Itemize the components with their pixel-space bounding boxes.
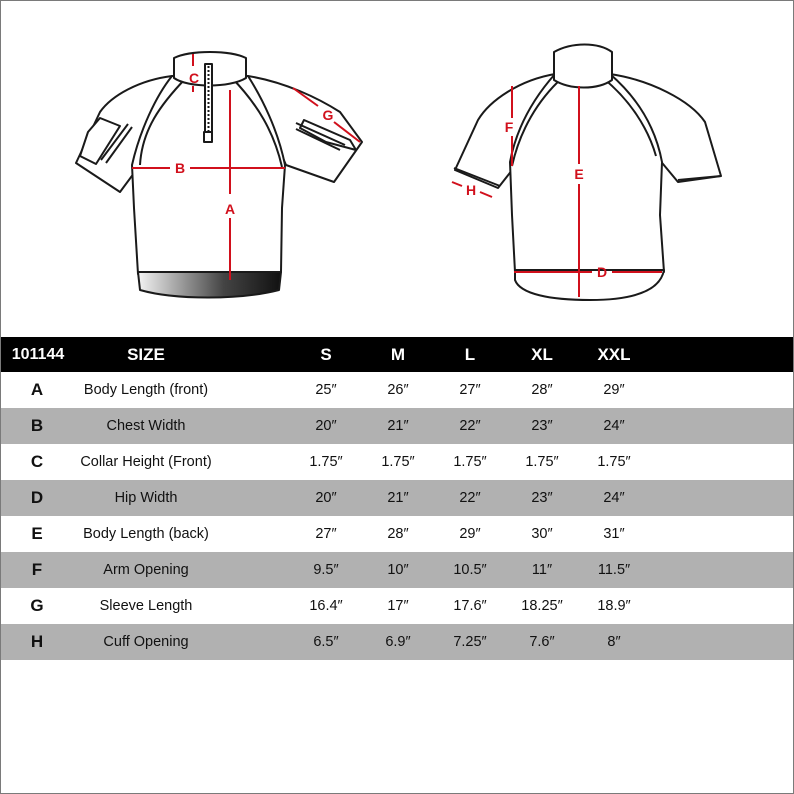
cell-value: 27″: [459, 382, 481, 398]
cell-value: 24″: [603, 490, 625, 506]
cell-value: 18.9″: [597, 598, 631, 614]
row-label: Body Length (back): [83, 526, 209, 542]
measure-label-d: D: [596, 264, 608, 280]
cell-value: 31″: [603, 526, 625, 542]
table-row: [1, 408, 793, 444]
size-heading-xl: XL: [531, 345, 553, 364]
measure-label-e: E: [574, 166, 584, 182]
cell-value: 16.4″: [309, 598, 343, 614]
back-shirt-drawing: [454, 45, 721, 301]
table-row: [1, 444, 793, 480]
cell-value: 1.75″: [453, 454, 487, 470]
cell-value: 11.5″: [597, 562, 631, 578]
measure-label-c: C: [188, 70, 200, 86]
cell-value: 22″: [459, 418, 481, 434]
row-label: Sleeve Length: [99, 598, 193, 614]
cell-value: 1.75″: [597, 454, 631, 470]
cell-value: 29″: [459, 526, 481, 542]
measure-label-a: A: [224, 201, 236, 217]
cell-value: 24″: [603, 418, 625, 434]
cell-value: 10.5″: [453, 562, 487, 578]
size-heading-l: L: [464, 345, 476, 364]
cell-value: 21″: [387, 418, 409, 434]
cell-value: 1.75″: [381, 454, 415, 470]
measure-label-g: G: [322, 107, 334, 123]
cell-value: 1.75″: [525, 454, 559, 470]
row-letter: E: [31, 524, 43, 543]
row-letter: B: [30, 416, 44, 435]
row-letter: A: [30, 380, 44, 399]
cell-value: 23″: [531, 418, 553, 434]
row-letter: D: [30, 488, 44, 507]
cell-value: 6.5″: [313, 634, 339, 650]
cell-value: 25″: [315, 382, 337, 398]
cell-value: 29″: [603, 382, 625, 398]
table-row: [1, 624, 793, 660]
table-row: [1, 588, 793, 624]
cell-value: 23″: [531, 490, 553, 506]
cell-value: 17.6″: [453, 598, 487, 614]
cell-value: 28″: [387, 526, 409, 542]
table-row: [1, 372, 793, 408]
size-heading-s: S: [320, 345, 332, 364]
back-hem: [515, 270, 664, 300]
row-label: Arm Opening: [103, 562, 189, 578]
row-label: Body Length (front): [83, 382, 209, 398]
cell-value: 20″: [315, 490, 337, 506]
row-label: Hip Width: [114, 490, 178, 506]
front-hem: [138, 272, 281, 298]
row-letter: C: [30, 452, 44, 471]
cell-value: 20″: [315, 418, 337, 434]
size-heading-xxl: XXL: [597, 345, 631, 364]
row-letter: F: [31, 560, 43, 579]
cell-value: 7.25″: [453, 634, 487, 650]
size-table-header: [1, 337, 793, 372]
cell-value: 21″: [387, 490, 409, 506]
size-table: [1, 337, 793, 660]
cell-value: 22″: [459, 490, 481, 506]
back-collar: [554, 45, 612, 88]
size-column-heading: SIZE: [127, 345, 165, 364]
row-letter: H: [30, 632, 44, 651]
table-row: [1, 516, 793, 552]
row-label: Chest Width: [106, 418, 186, 434]
table-row: [1, 552, 793, 588]
front-shirt-drawing: [76, 52, 362, 298]
cell-value: 26″: [387, 382, 409, 398]
table-row: [1, 480, 793, 516]
measure-label-b: B: [174, 160, 186, 176]
cell-value: 28″: [531, 382, 553, 398]
garment-diagram: [0, 0, 794, 336]
cell-value: 9.5″: [313, 562, 339, 578]
cell-value: 1.75″: [309, 454, 343, 470]
product-code: 101144: [11, 346, 65, 363]
cell-value: 11″: [531, 562, 553, 578]
size-heading-m: M: [390, 345, 406, 364]
cell-value: 30″: [531, 526, 553, 542]
cell-value: 10″: [387, 562, 409, 578]
cell-value: 8″: [607, 634, 621, 650]
measure-label-h: H: [465, 182, 477, 198]
cell-value: 17″: [387, 598, 409, 614]
cell-value: 7.6″: [529, 634, 555, 650]
row-label: Collar Height (Front): [80, 454, 212, 470]
row-letter: G: [30, 596, 44, 615]
cell-value: 6.9″: [385, 634, 411, 650]
cell-value: 18.25″: [521, 598, 563, 614]
row-label: Cuff Opening: [103, 634, 189, 650]
cell-value: 27″: [315, 526, 337, 542]
measure-label-f: F: [504, 119, 514, 135]
